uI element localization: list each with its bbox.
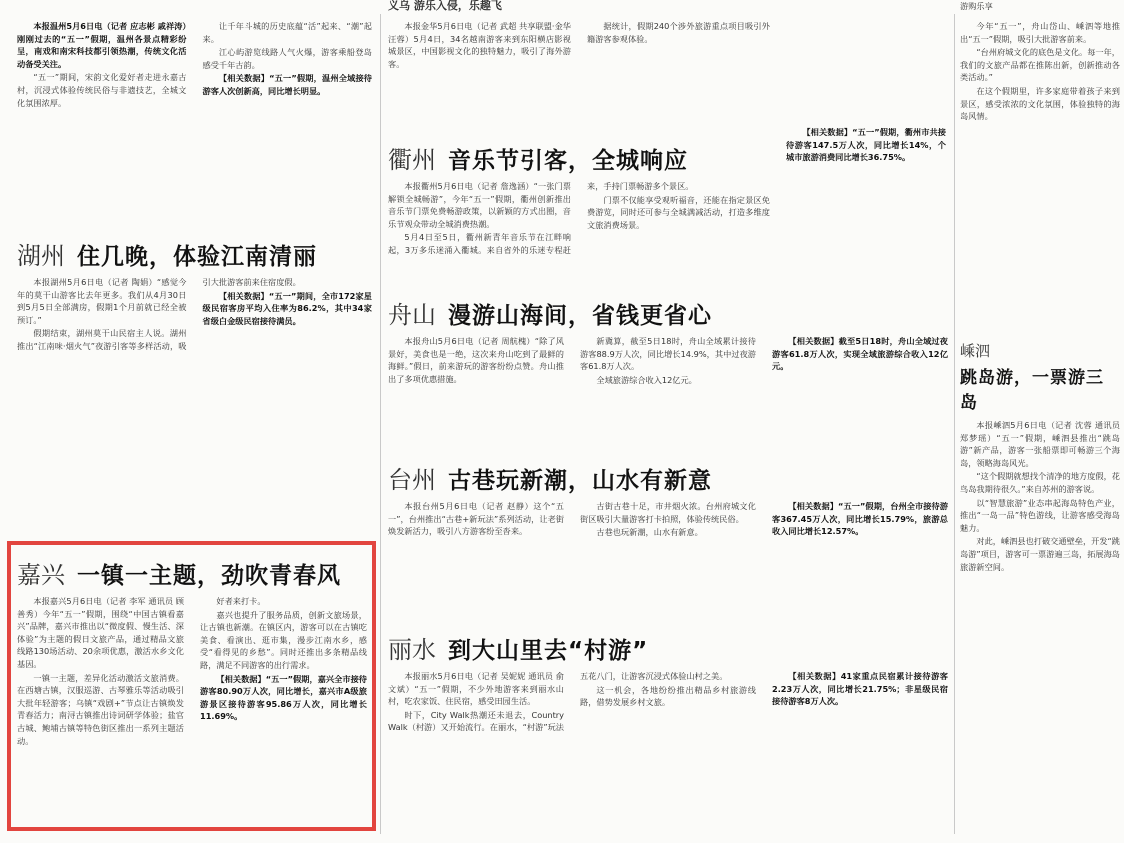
related-data: 【相关数据】“五一”期间，全市172家星级民宿客房平均入住率为86.2%，其中34家省级白金级民宿接待满员。 xyxy=(202,290,372,326)
top-mid-title: 义乌 游乐入侵，乐趣飞 xyxy=(388,0,502,12)
city-name: 丽水 xyxy=(388,636,436,664)
paragraph: “台州府城文化的底色是文化。每一年，我们的文旅产品都在推陈出新，创新推动各类活动。” xyxy=(960,47,1120,83)
city-name: 台州 xyxy=(388,466,436,494)
headline xyxy=(388,295,948,329)
paragraph: “五一”期间，宋韵文化爱好者走进永嘉古村，沉浸式体验传统民俗与非遗技艺，全城文化氛围浓厚。 xyxy=(17,72,187,108)
column-divider xyxy=(954,14,955,834)
related-data: 【相关数据】截至5日18时，舟山全域过夜游客61.8万人次，实现全域旅游综合收入12亿元。 xyxy=(772,336,948,372)
paragraph: 时下，City Walk热潮还未退去，Country Walk（村游）又开始流行。在丽水，“村游”玩法五花八门，让游客沉浸式体验山村之美。 xyxy=(388,671,728,733)
related-data: 【相关数据】“五一”假期，台州全市接待游客367.45万人次，同比增长15.79%，旅游总收入同比增长12.57%。 xyxy=(772,501,948,537)
city-name: 嘉兴 xyxy=(17,561,65,589)
paragraph: 本报温州5月6日电（记者 应志彬 戚祥涛）刚刚过去的“五一”假期，温州各景点精彩纷呈，南戏和南宋科技都引领热潮，传统文化活动备受关注。 xyxy=(17,21,187,69)
paragraph: 一镇一主题，差异化活动激活文旅消费。在西塘古镇，汉服巡游、古琴雅乐等活动吸引大批年轻游客；乌镇“戏剧+”节点让古镇焕发青春活力；南浔古镇推出诗词研学体验；盐官古城、鲍埔古镇等特色街区推出一系列主题活动。 xyxy=(17,672,184,746)
article-title: 一镇一主题，劲吹青春风 xyxy=(77,563,341,589)
headline xyxy=(17,555,367,589)
article-shengsi xyxy=(960,340,1120,835)
article-quzhou-body xyxy=(388,180,770,257)
city-name: 嵊泗 xyxy=(960,342,991,360)
article-quzhou-data xyxy=(786,120,946,285)
headline xyxy=(17,236,372,270)
article-title: 跳岛游，一票游三岛 xyxy=(960,368,1104,413)
paragraph: 对此，嵊泗县也打破交通壁垒，开发“跳岛游”项目，游客可一票游遍三岛，拓展海岛旅游新空间。 xyxy=(960,536,1120,572)
article-jiaxing-body xyxy=(17,595,367,747)
paragraph: 本报衢州5月6日电（记者 詹逸涵）“一张门票解锁全城畅游”，今年“五一”假期，衢州创新推出音乐节门票免费畅游政策，以新颖的方式出圈，音乐节观众带动全城消费热潮。 xyxy=(388,181,571,229)
paragraph: 在这个假期里，许多家庭带着孩子来到景区，感受浓浓的文化氛围，体验独特的海岛风情。 xyxy=(960,85,1120,122)
paragraph: 5月4日至5日，衢州新青年音乐节在江畔响起，3万多乐迷涌入衢城。来自省外的乐迷专程赶来，手持门票畅游多个景区。 xyxy=(388,181,694,255)
article-title: 古巷玩新潮，山水有新意 xyxy=(448,468,712,494)
article-lishui xyxy=(388,630,948,835)
paragraph: 江心屿游览线路人气火爆，游客乘船登岛感受千年古韵。 xyxy=(202,47,372,70)
paragraph: 据统计，假期240个涉外旅游重点项目吸引外籍游客参观体验。 xyxy=(587,21,770,44)
paragraph: 这一机会，各地纷纷推出精品乡村旅游线路，借势发展乡村文旅。 xyxy=(580,684,756,708)
headline xyxy=(388,630,948,664)
article-zhoushan-body xyxy=(388,335,948,386)
article-huzhou xyxy=(17,236,372,536)
paragraph: 新冀算，截至5日18时，舟山全域累计接待游客88.9万人次，同比增长14.9%，其中过夜游客61.8万人次。 xyxy=(580,336,756,372)
article-shengsi-body xyxy=(960,419,1120,574)
related-data: 【相关数据】41家重点民宿累计接待游客2.23万人次，同比增长21.75%；非星级民宿接待游客8万人次。 xyxy=(772,671,948,707)
paragraph: 本报嵊泗5月6日电（记者 沈蓉 通讯员 郑梦瑶）“五一”假期，嵊泗县推出“跳岛游”新产品，游客一张船票即可畅游三个海岛，领略海岛风光。 xyxy=(960,420,1120,468)
paragraph: 本报嘉兴5月6日电（记者 李军 通讯员 顾善秀）今年“五一”假期，围绕“中国古镇看嘉兴”品牌，嘉兴市推出以“微度假、慢生活、深体验”为主题的假日文旅产品，通过精品文旅线路130场活动、20余项优惠，激活水乡文化基因。 xyxy=(17,596,184,669)
article-right-column xyxy=(960,14,1120,334)
top-strip-right xyxy=(960,0,1120,14)
related-data: 【相关数据】“五一”假期，温州全域接待游客人次创新高，同比增长明显。 xyxy=(202,73,372,96)
paragraph: 本报台州5月6日电（记者 赵静）这个“五一”，台州推出“古巷+新玩法”系列活动，让老街焕发新活力，吸引八方游客纷至沓来。 xyxy=(388,501,564,537)
article-taizhou xyxy=(388,460,948,620)
paragraph: 好者来打卡。 xyxy=(216,596,266,606)
article-title: 到大山里去“村游” xyxy=(448,638,649,664)
paragraph: 假期结束，湖州莫干山民宿主人说。湖州推出“江南味·烟火气”夜游引客等多样活动，吸引大批游客前来住宿度假。 xyxy=(17,277,301,351)
article-title: 漫游山海间，省钱更省心 xyxy=(448,303,712,329)
article-yiwu-body xyxy=(388,20,770,70)
top-strip-left xyxy=(17,0,367,14)
top-strip-mid xyxy=(388,0,608,14)
headline xyxy=(960,340,1120,413)
related-data: 【相关数据】“五一”假期，衢州市共接待游客147.5万人次，同比增长14%，个城市旅游消费同比增长36.75%。 xyxy=(786,127,946,163)
column-body xyxy=(786,126,946,165)
paragraph: 本报舟山5月6日电（记者 周航槐）“除了风景好，美食也是一绝，这次来舟山吃到了最鲜的海鲜。”假日，前来游玩的游客纷纷点赞。舟山推出了多项优惠措施。 xyxy=(388,336,564,384)
paragraph: 本报湖州5月6日电（记者 陶娟）“感觉今年的莫干山游客比去年更多。我们从4月30日到5月5日全部满房，假期1个月前就已经全被预订。” xyxy=(17,277,187,325)
paragraph: 本报丽水5月6日电（记者 吴妮妮 通讯员 俞文斌）“五一”假期，不少外地游客来到丽水山村，吃农家饭、住民宿，感受田园生活。 xyxy=(388,671,564,707)
article-wenzhou xyxy=(17,14,372,229)
article-wenzhou-body xyxy=(17,20,372,109)
article-title: 住几晚，体验江南清丽 xyxy=(77,244,317,270)
paragraph: 门票不仅能享受观听福音，还能在指定景区免费游览，同时还可参与全城满减活动，打造多维度文旅消费场景。 xyxy=(587,194,770,230)
article-lishui-body xyxy=(388,670,948,734)
headline xyxy=(388,460,948,494)
article-title: 音乐节引客，全城响应 xyxy=(448,148,688,174)
top-right-text: 游购乐享 xyxy=(960,1,993,11)
headline xyxy=(388,140,770,174)
paragraph: 本报金华5月6日电（记者 武超 共享联盟·金华 汪蓉）5月4日，34名越南游客来到东阳横店影视城景区，中国影视文化的独特魅力，吸引了海外游客。 xyxy=(388,21,571,69)
paragraph: 让千年斗城的历史底蕴“活”起来、“潮”起来。 xyxy=(202,21,372,44)
related-data: 【相关数据】“五一”假期，嘉兴全市接待游客80.90万人次，同比增长，嘉兴市A级旅游景区接待游客95.86万人次，同比增长11.69%。 xyxy=(200,673,367,722)
paragraph: 以“智慧旅游”业态串起海岛特色产业，推出“一岛一品”特色游线，让游客感受海岛魅力。 xyxy=(960,497,1120,533)
city-name: 湖州 xyxy=(17,242,65,270)
article-zhoushan xyxy=(388,295,948,450)
article-taizhou-body xyxy=(388,500,948,539)
paragraph: “这个假期就想找个清净的地方度假，花鸟岛我期待很久。”来自苏州的游客说。 xyxy=(960,471,1120,494)
city-name: 衢州 xyxy=(388,146,436,174)
city-name: 舟山 xyxy=(388,301,436,329)
article-yiwu xyxy=(388,14,770,134)
column-body xyxy=(960,20,1120,124)
article-quzhou xyxy=(388,140,770,285)
article-huzhou-body xyxy=(17,276,372,353)
paragraph: 今年“五一”，舟山岱山、嵊泗等地推出“五一”假期，吸引大批游客前来。 xyxy=(960,21,1120,44)
paragraph: 古巷也玩新潮，山水有新意。 xyxy=(596,527,703,538)
paragraph: 全域旅游综合收入12亿元。 xyxy=(596,374,697,385)
paragraph: 嘉兴也提升了服务品质，创新文旅场景，让古镇也新潮。在镇区内，游客可以在古镇吃美食、看演出、逛市集，漫步江南水乡，感受“看得见的乡愁”。同时还推出多条精品线路，满足不同游客的出行需求。 xyxy=(200,609,367,670)
column-divider xyxy=(380,14,381,834)
article-jiaxing xyxy=(17,555,367,825)
paragraph: 古街古巷十足，市井烟火浓。台州府城文化街区吸引大量游客打卡拍照，体验传统民俗。 xyxy=(580,501,756,524)
